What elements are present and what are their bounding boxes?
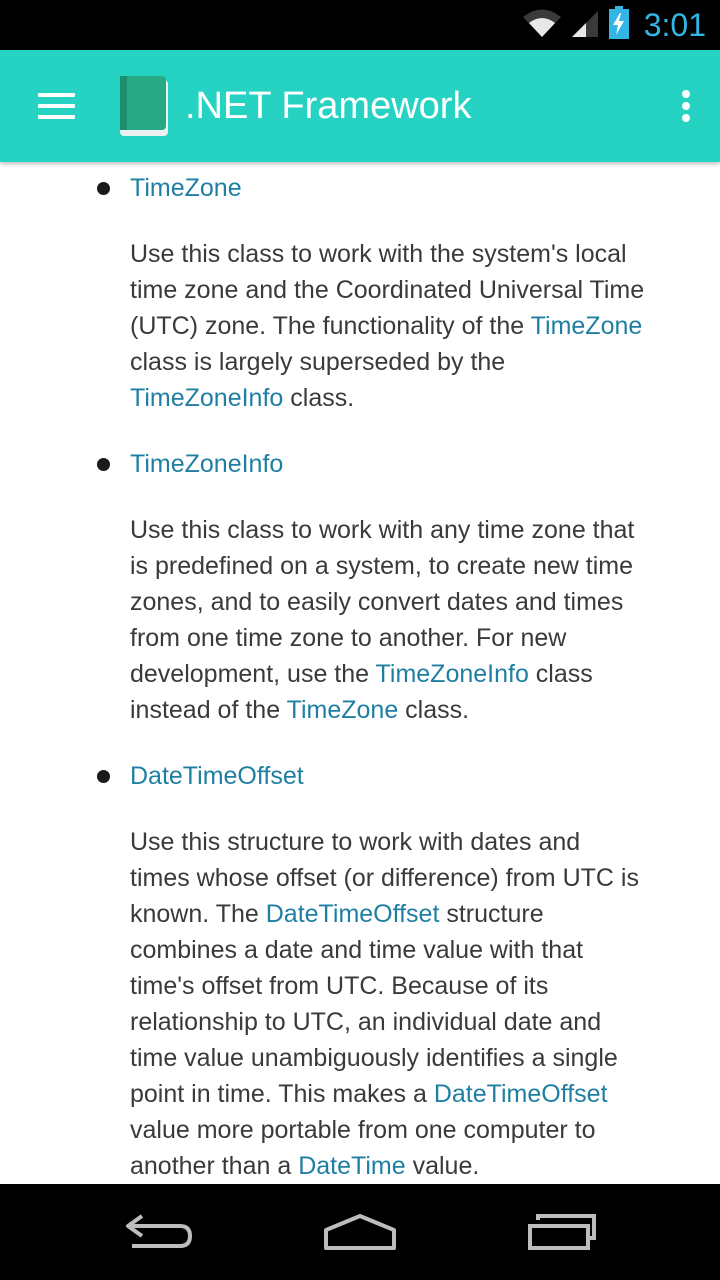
description-line — [130, 380, 690, 416]
description-line — [130, 1004, 690, 1040]
wifi-icon — [522, 8, 562, 43]
recent-apps-icon — [526, 1212, 598, 1252]
description-text: class. — [283, 384, 355, 412]
entry-description — [130, 236, 690, 416]
description-text: times whose offset (or difference) from UTC is — [130, 864, 639, 892]
description-text: from one time zone to another. For new — [130, 624, 567, 652]
description-text: class is largely superseded by the — [130, 348, 506, 376]
bullet-icon — [97, 458, 110, 471]
inline-link[interactable]: DateTimeOffset — [265, 900, 440, 928]
menu-icon-bar — [38, 115, 75, 119]
overflow-menu-dot — [682, 114, 690, 122]
description-line — [130, 1112, 690, 1148]
description-line — [130, 1040, 690, 1076]
status-icons — [522, 6, 706, 44]
description-text: time value unambiguously identifies a single — [130, 1044, 618, 1072]
description-text: relationship to UTC, an individual date and — [130, 1008, 602, 1036]
description-text: instead of the — [130, 696, 287, 724]
description-text: development, use the — [130, 660, 376, 688]
description-text: another than a — [130, 1152, 299, 1180]
inline-link[interactable]: TimeZone — [286, 696, 399, 724]
cellular-signal-icon — [570, 8, 600, 43]
home-button[interactable] — [310, 1202, 410, 1262]
bullet-icon — [97, 182, 110, 195]
description-text: combines a date and time value with that — [130, 936, 584, 964]
description-line — [130, 620, 690, 656]
inline-link[interactable]: DateTime — [298, 1152, 406, 1180]
description-line — [130, 860, 690, 896]
description-line — [130, 692, 690, 728]
description-text: value. — [405, 1152, 480, 1180]
description-text: (UTC) zone. The functionality of the — [130, 312, 531, 340]
menu-button[interactable] — [34, 84, 78, 128]
entry-title-link[interactable]: TimeZone — [130, 174, 242, 202]
description-text: Use this structure to work with dates and — [130, 828, 581, 856]
description-line — [130, 344, 690, 380]
entry-description — [130, 512, 690, 728]
overflow-menu-dot — [682, 102, 690, 110]
description-text: class. — [398, 696, 470, 724]
navigation-bar — [0, 1184, 720, 1280]
status-bar — [0, 0, 720, 50]
menu-icon-bar — [38, 104, 75, 108]
overflow-menu-icon — [682, 90, 690, 98]
description-line — [130, 896, 690, 932]
inline-link[interactable]: TimeZoneInfo — [375, 660, 529, 688]
description-line — [130, 1076, 690, 1112]
description-text: time zone and the Coordinated Universal Time — [130, 276, 645, 304]
entry-title-link[interactable]: DateTimeOffset — [130, 762, 304, 790]
description-line — [130, 932, 690, 968]
bullet-icon — [97, 770, 110, 783]
back-button[interactable] — [110, 1202, 210, 1262]
inline-link[interactable]: TimeZone — [530, 312, 643, 340]
description-line — [130, 512, 690, 548]
battery-charging-icon — [608, 6, 630, 45]
menu-icon — [38, 93, 75, 97]
book-icon — [116, 76, 170, 138]
entry-description — [130, 824, 690, 1184]
home-icon — [323, 1212, 397, 1252]
status-time: 3:01 — [643, 7, 706, 43]
app-bar — [0, 50, 720, 162]
inline-link[interactable]: DateTimeOffset — [433, 1080, 608, 1108]
description-text: Use this class to work with the system's local — [130, 240, 627, 268]
description-line — [130, 236, 690, 272]
description-line — [130, 548, 690, 584]
description-text: time's offset from UTC. Because of its — [130, 972, 549, 1000]
description-text: value more portable from one computer to — [130, 1116, 596, 1144]
description-line — [130, 584, 690, 620]
description-text: is predefined on a system, to create new time — [130, 552, 634, 580]
description-text: structure — [439, 900, 544, 928]
description-text: known. The — [130, 900, 266, 928]
description-line — [130, 656, 690, 692]
overflow-menu-button[interactable] — [674, 86, 698, 126]
back-icon — [124, 1212, 196, 1252]
description-text: Use this class to work with any time zone that — [130, 516, 635, 544]
description-text: class — [528, 660, 593, 688]
description-line — [130, 308, 690, 344]
content-area[interactable] — [0, 162, 720, 1184]
description-text: point in time. This makes a — [130, 1080, 434, 1108]
description-text: zones, and to easily convert dates and times — [130, 588, 624, 616]
inline-link[interactable]: TimeZoneInfo — [130, 384, 284, 412]
entry-title-link[interactable]: TimeZoneInfo — [130, 450, 284, 478]
description-line — [130, 968, 690, 1004]
recent-apps-button[interactable] — [512, 1202, 612, 1262]
description-line — [130, 824, 690, 860]
description-line — [130, 272, 690, 308]
app-title: .NET Framework — [185, 85, 472, 127]
description-line — [130, 1148, 690, 1184]
